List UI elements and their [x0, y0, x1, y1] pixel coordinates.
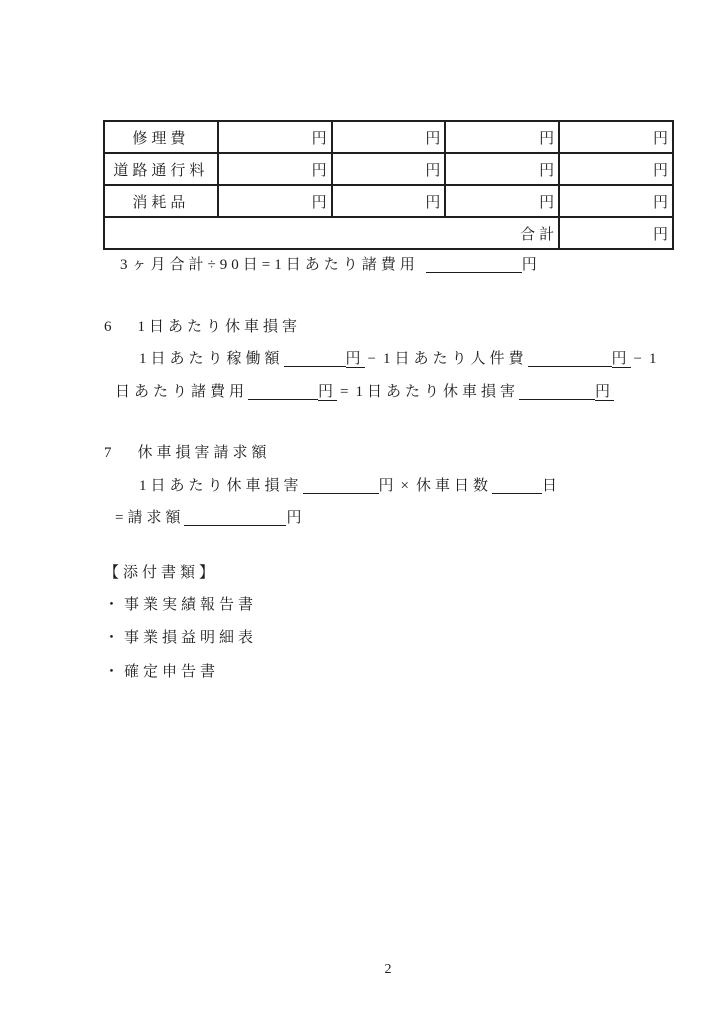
- minus-operator: −: [633, 351, 646, 367]
- section-number: 6: [104, 319, 116, 335]
- unit-label: 日: [542, 478, 562, 494]
- amount-cell: 円: [332, 185, 446, 217]
- attachment-label: 確定申告書: [124, 664, 220, 680]
- total-label: 合計: [104, 217, 559, 249]
- bullet-icon: ・: [104, 664, 124, 680]
- section-7-formula-line-1: [139, 478, 561, 494]
- attachment-item: [104, 630, 257, 646]
- unit-label: 円: [378, 478, 398, 494]
- expense-label: 消耗品: [104, 185, 218, 217]
- bullet-icon: ・: [104, 630, 124, 646]
- fill-in-blank: [284, 354, 346, 367]
- amount-cell: 円: [218, 121, 332, 153]
- section-7-heading: [104, 445, 271, 461]
- total-amount-cell: 円: [559, 217, 673, 249]
- fill-in-blank: [426, 260, 522, 273]
- section-title: 休車損害請求額: [137, 445, 271, 461]
- formula-text: 1: [649, 351, 661, 367]
- attachment-item: [104, 664, 219, 680]
- expense-table: [103, 120, 674, 250]
- formula-text: 1日あたり休車損害: [139, 478, 303, 494]
- attachment-item: [104, 597, 257, 613]
- fill-in-blank: [528, 354, 612, 367]
- amount-cell: 円: [559, 121, 673, 153]
- per-day-expense-text: 3ヶ月合計÷90日=1日あたり諸費用: [120, 257, 419, 273]
- section-6-formula-line-1: [139, 351, 661, 367]
- fill-in-blank: [492, 481, 542, 494]
- amount-cell: 円: [218, 185, 332, 217]
- table-row-road-toll: [104, 153, 673, 185]
- formula-text: 1日あたり稼働額: [139, 351, 284, 367]
- amount-cell: 円: [218, 153, 332, 185]
- multiply-operator: ×: [400, 478, 413, 494]
- formula-text: =請求額: [115, 510, 185, 526]
- amount-cell: 円: [445, 153, 559, 185]
- unit-label: 円: [345, 351, 365, 367]
- equals-operator: =: [340, 384, 353, 400]
- section-6-heading: [104, 319, 301, 335]
- attachment-label: 事業実績報告書: [124, 597, 258, 613]
- attachment-label: 事業損益明細表: [124, 630, 258, 646]
- page-number: 2: [384, 962, 392, 977]
- table-row-total: [104, 217, 673, 249]
- unit-label: 円: [611, 351, 631, 367]
- expense-label: 道路通行料: [104, 153, 218, 185]
- amount-cell: 円: [332, 121, 446, 153]
- formula-text: 日あたり諸費用: [115, 384, 249, 400]
- bullet-icon: ・: [104, 597, 124, 613]
- amount-cell: 円: [332, 153, 446, 185]
- unit-label: 円: [286, 510, 306, 526]
- fill-in-blank: [184, 513, 286, 526]
- section-number: 7: [104, 445, 116, 461]
- amount-cell: 円: [445, 185, 559, 217]
- table-row-repair-cost: [104, 121, 673, 153]
- fill-in-blank: [519, 387, 595, 400]
- fill-in-blank: [303, 481, 379, 494]
- table-row-consumables: [104, 185, 673, 217]
- formula-text: 休車日数: [416, 478, 493, 494]
- section-7-formula-line-2: [115, 510, 305, 526]
- formula-text: 1日あたり休車損害: [355, 384, 520, 400]
- minus-operator: −: [367, 351, 380, 367]
- fill-in-blank: [248, 387, 318, 400]
- unit-label: 円: [595, 384, 615, 400]
- expense-label: 修理費: [104, 121, 218, 153]
- formula-text: 1日あたり人件費: [383, 351, 528, 367]
- unit-label: 円: [521, 257, 541, 273]
- amount-cell: 円: [445, 121, 559, 153]
- amount-cell: 円: [559, 185, 673, 217]
- amount-cell: 円: [559, 153, 673, 185]
- unit-label: 円: [318, 384, 338, 400]
- per-day-expense-line: [120, 257, 541, 273]
- attachments-heading: 【添付書類】: [104, 565, 219, 581]
- section-title: 1日あたり休車損害: [137, 319, 302, 335]
- section-6-formula-line-2: [115, 384, 614, 400]
